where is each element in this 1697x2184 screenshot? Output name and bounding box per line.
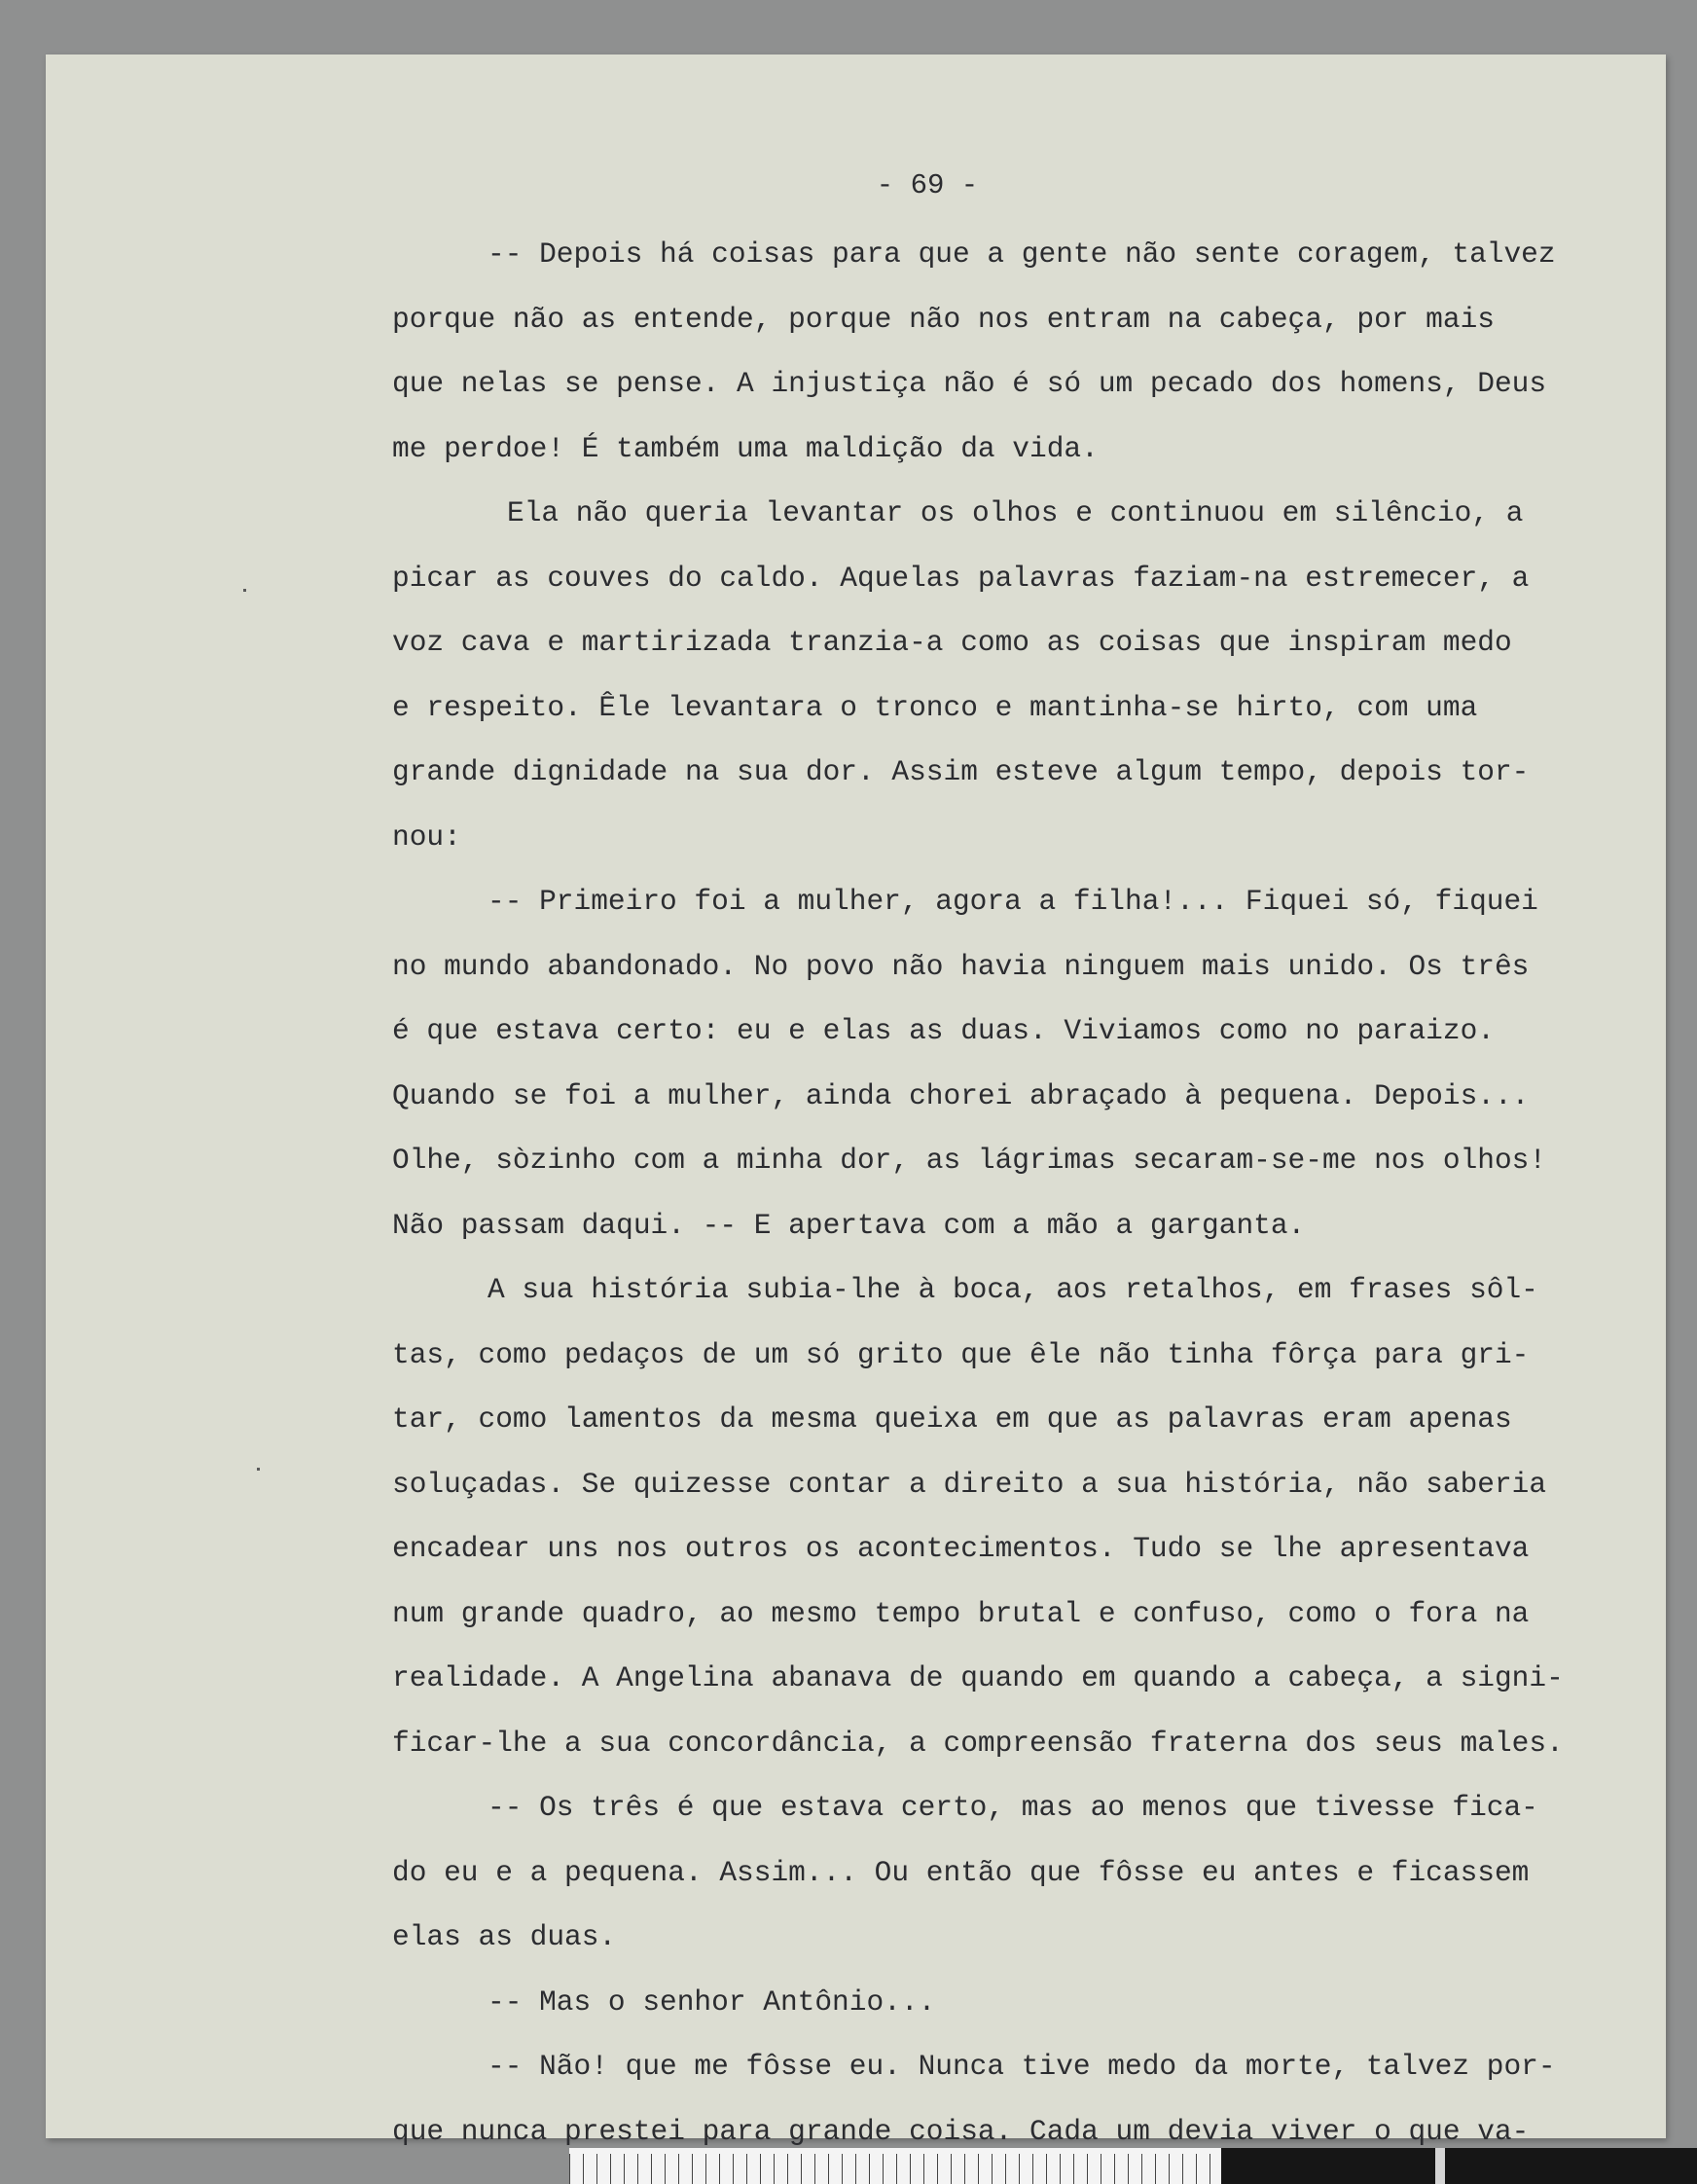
text-line: num grande quadro, ao mesmo tempo brutal e confuso, como o fora na xyxy=(392,1596,1530,1630)
text-line: picar as couves do caldo. Aquelas palavras faziam-na estremecer, a xyxy=(392,561,1530,595)
text-line: realidade. A Angelina abanava de quando em quando a cabeça, a signi- xyxy=(392,1661,1564,1694)
ruler-scale-black xyxy=(1221,2148,1697,2184)
ruler-scale-white xyxy=(569,2148,1221,2184)
text-line: é que estava certo: eu e elas as duas. Viviamos como no paraizo. xyxy=(392,1014,1495,1047)
margin-speck xyxy=(243,589,246,592)
text-line: grande dignidade na sua dor. Assim esteve algum tempo, depois tor- xyxy=(392,755,1530,788)
text-line: Ela não queria levantar os olhos e continuou em silêncio, a xyxy=(507,496,1524,529)
text-line: ficar-lhe a sua concordância, a compreensão fraterna dos seus males. xyxy=(392,1726,1564,1760)
text-line: Não passam daqui. -- E apertava com a mão a garganta. xyxy=(392,1208,1306,1242)
text-line: -- Mas o senhor Antônio... xyxy=(487,1984,936,2019)
text-line: que nelas se pense. A injustiça não é só um pecado dos homens, Deus xyxy=(392,367,1547,400)
text-line: Quando se foi a mulher, ainda chorei abraçado à pequena. Depois... xyxy=(392,1078,1530,1112)
body-text xyxy=(392,222,1696,2164)
text-line: porque não as entende, porque não nos entram na cabeça, por mais xyxy=(392,302,1495,336)
text-line: tas, como pedaços de um só grito que êle não tinha fôrça para gri- xyxy=(392,1337,1530,1371)
page-number: - 69 - xyxy=(876,169,979,201)
text-line: -- Não! que me fôsse eu. Nunca tive medo da morte, talvez por- xyxy=(487,2050,1556,2083)
text-line: A sua história subia-lhe à boca, aos retalhos, em frases sôl- xyxy=(487,1273,1538,1306)
text-line: e respeito. Êle levantara o tronco e mantinha-se hirto, com uma xyxy=(392,690,1478,724)
text-line: que nunca prestei para grande coisa. Cada um devia viver o que va- xyxy=(392,2114,1530,2148)
text-line: encadear uns nos outros os acontecimentos. Tudo se lhe apresentava xyxy=(392,1532,1530,1565)
text-line: tar, como lamentos da mesma queixa em que as palavras eram apenas xyxy=(392,1402,1512,1436)
text-line: soluçadas. Se quizesse contar a direito a sua história, não saberia xyxy=(392,1467,1547,1501)
text-line: elas as duas. xyxy=(392,1920,617,1953)
text-line: Olhe, sòzinho com a minha dor, as lágrimas secaram-se-me nos olhos! xyxy=(392,1144,1547,1177)
typewritten-page xyxy=(46,55,1666,2148)
text-line: voz cava e martirizada tranzia-a como as coisas que inspiram medo xyxy=(392,626,1512,659)
text-line: no mundo abandonado. No povo não havia ninguem mais unido. Os três xyxy=(392,949,1530,983)
text-line: me perdoe! É também uma maldição da vida. xyxy=(392,431,1099,465)
text-line: do eu e a pequena. Assim... Ou então que fôsse eu antes e ficassem xyxy=(392,1855,1530,1889)
text-line: -- Os três é que estava certo, mas ao menos que tivesse fica- xyxy=(487,1791,1538,1824)
text-line: nou: xyxy=(392,819,461,854)
text-line: -- Depois há coisas para que a gente não sente coragem, talvez xyxy=(487,237,1556,271)
scale-ruler xyxy=(569,2148,1697,2184)
text-line: -- Primeiro foi a mulher, agora a filha!... Fiquei só, fiquei xyxy=(487,885,1538,918)
margin-speck xyxy=(257,1468,260,1471)
